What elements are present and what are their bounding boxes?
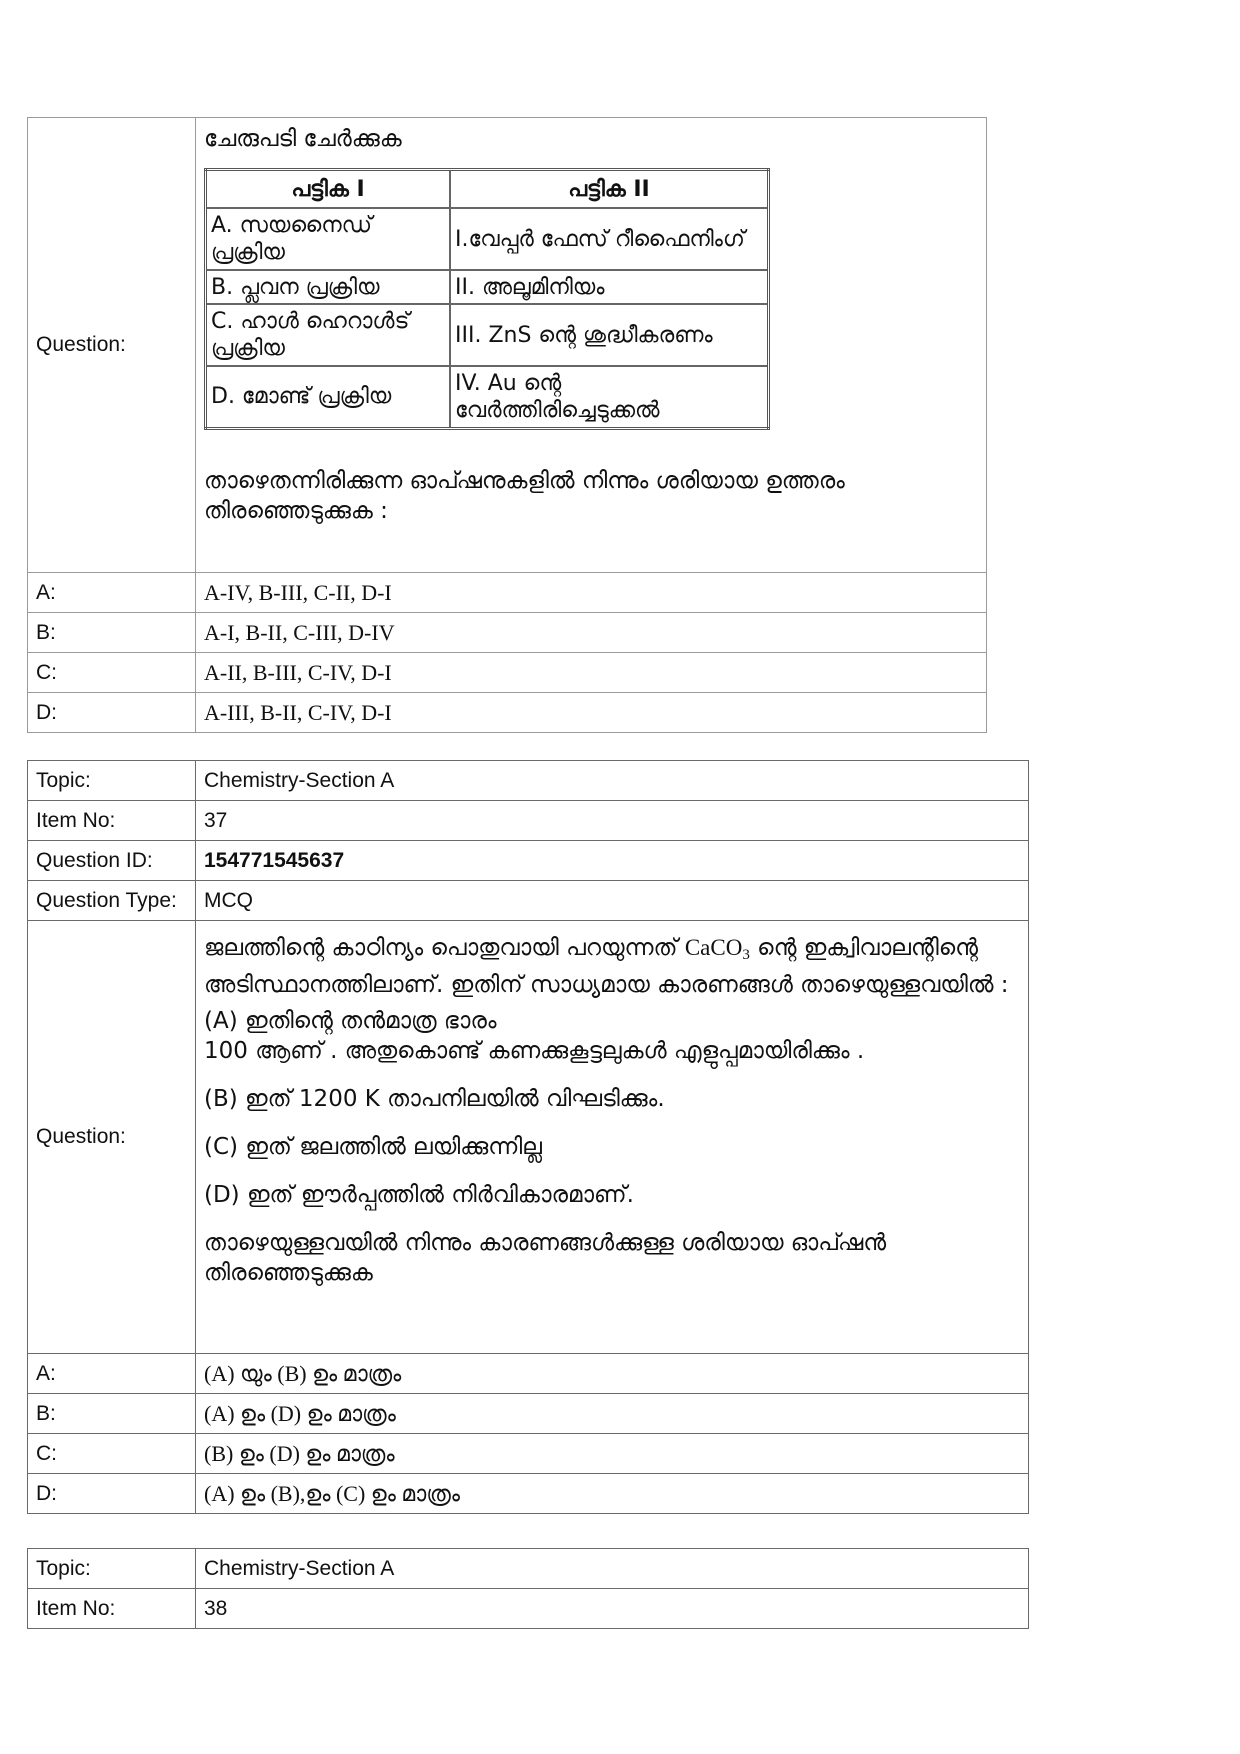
question-36-table	[27, 117, 987, 733]
question-content	[196, 118, 987, 573]
question-label: Question:	[28, 118, 196, 573]
option-row-a	[28, 573, 987, 613]
option-label: A:	[28, 573, 196, 613]
match-instruction: ചേരുപടി ചേർക്കുക	[204, 126, 402, 152]
chemical-formula	[684, 935, 750, 963]
topic-row	[28, 1549, 1029, 1589]
option-text: A-I, B-II, C-III, D-IV	[196, 613, 987, 653]
option-label: B:	[28, 1394, 196, 1434]
question-id-label: Question ID:	[28, 841, 196, 881]
option-text: A-II, B-III, C-IV, D-I	[196, 653, 987, 693]
topic-label: Topic:	[28, 761, 196, 801]
topic-value: Chemistry-Section A	[196, 761, 1029, 801]
match-row	[206, 304, 769, 366]
option-row-b	[28, 1394, 1029, 1434]
match-row	[206, 366, 769, 428]
question-id-value: 154771545637	[196, 841, 1029, 881]
statement-d: (D) ഇത് ഈർപ്പത്തിൽ നിർവികാരമാണ്.	[204, 1182, 634, 1208]
match-cell-list2: IV. Au ന്റെ വേർത്തിരിച്ചെടുക്കൽ	[450, 366, 769, 428]
match-cell-list1: D. മോണ്ട് പ്രക്രിയ	[206, 366, 451, 428]
question-stem	[204, 933, 1020, 1000]
option-text: (A) ഉം (B),ഉം (C) ഉം മാത്രം	[196, 1474, 1029, 1514]
item-no-value: 38	[196, 1589, 1029, 1629]
match-table	[204, 168, 770, 430]
match-header-2: പട്ടിക II	[450, 170, 769, 209]
question-id-row	[28, 841, 1029, 881]
statement-c: (C) ഇത് ജലത്തിൽ ലയിക്കുന്നില്ല	[204, 1134, 542, 1160]
statement-a-line1: (A) ഇതിന്റെ തൻമാത്ര ഭാരം	[204, 1008, 497, 1034]
option-row-a	[28, 1354, 1029, 1394]
statement-a	[204, 1006, 1020, 1066]
question-type-label: Question Type:	[28, 881, 196, 921]
formula-base: CaCO	[684, 935, 743, 960]
option-row-d	[28, 693, 987, 733]
question-type-value: MCQ	[196, 881, 1029, 921]
option-label: C:	[28, 1434, 196, 1474]
question-label: Question:	[28, 921, 196, 1354]
question-type-row	[28, 881, 1029, 921]
match-header-1: പട്ടിക I	[206, 170, 451, 209]
option-text: (A) ഉം (D) ഉം മാത്രം	[196, 1394, 1029, 1434]
match-cell-list2: I.വേപ്പർ ഫേസ് റീഫൈനിംഗ്	[450, 208, 769, 270]
item-no-row	[28, 1589, 1029, 1629]
option-row-d	[28, 1474, 1029, 1514]
option-row-c	[28, 1434, 1029, 1474]
match-row	[206, 270, 769, 304]
topic-label: Topic:	[28, 1549, 196, 1589]
option-text: A-IV, B-III, C-II, D-I	[196, 573, 987, 613]
question-row	[28, 118, 987, 573]
item-no-label: Item No:	[28, 1589, 196, 1629]
stem-text-2: ന്റെ ഇക്വിവാലന്റിന്റെ അടിസ്ഥാനത്തിലാണ്. ഇതിന് സാധ്യമായ കാരണങ്ങൾ താഴെയുള്ളവയിൽ :	[204, 935, 1009, 998]
item-no-value: 37	[196, 801, 1029, 841]
question-row	[28, 921, 1029, 1354]
option-text: (A) യും (B) ഉം മാത്രം	[196, 1354, 1029, 1394]
option-row-c	[28, 653, 987, 693]
match-row	[206, 208, 769, 270]
statement-a-line2: 100 ആണ് . അതുകൊണ്ട് കണക്കുകൂട്ടലുകൾ എളുപ്പമായിരിക്കും .	[204, 1038, 865, 1064]
item-no-label: Item No:	[28, 801, 196, 841]
question-prompt: താഴെതന്നിരിക്കുന്ന ഓപ്ഷനുകളിൽ നിന്നും ശരിയായ ഉത്തരം തിരഞ്ഞെടുക്കുക :	[204, 467, 845, 524]
stem-text-1: ജലത്തിന്റെ കാഠിന്യം പൊതുവായി പറയുന്നത്	[204, 935, 678, 961]
match-cell-list1: C. ഹാൾ ഹെറാൾട് പ്രക്രിയ	[206, 304, 451, 366]
question-38-table	[27, 1548, 1029, 1629]
item-no-row	[28, 801, 1029, 841]
option-row-b	[28, 613, 987, 653]
option-label: B:	[28, 613, 196, 653]
question-content	[196, 921, 1029, 1354]
match-cell-list2: III. ZnS ന്റെ ശുദ്ധീകരണം	[450, 304, 769, 366]
formula-subscript: 3	[742, 947, 750, 963]
question-prompt: താഴെയുള്ളവയിൽ നിന്നും കാരണങ്ങൾക്കുള്ള ശരിയായ ഓപ്ഷൻ തിരഞ്ഞെടുക്കുക	[204, 1230, 887, 1286]
topic-row	[28, 761, 1029, 801]
option-label: C:	[28, 653, 196, 693]
topic-value: Chemistry-Section A	[196, 1549, 1029, 1589]
question-37-table	[27, 760, 1029, 1514]
match-cell-list2: II. അലൂമിനിയം	[450, 270, 769, 304]
option-label: D:	[28, 693, 196, 733]
match-cell-list1: A. സയനൈഡ് പ്രക്രിയ	[206, 208, 451, 270]
option-label: D:	[28, 1474, 196, 1514]
match-cell-list1: B. പ്ലവന പ്രക്രിയ	[206, 270, 451, 304]
option-text: (B) ഉം (D) ഉം മാത്രം	[196, 1434, 1029, 1474]
option-label: A:	[28, 1354, 196, 1394]
statement-b: (B) ഇത് 1200 K താപനിലയിൽ വിഘടിക്കും.	[204, 1086, 665, 1112]
match-header-row	[206, 170, 769, 209]
option-text: A-III, B-II, C-IV, D-I	[196, 693, 987, 733]
